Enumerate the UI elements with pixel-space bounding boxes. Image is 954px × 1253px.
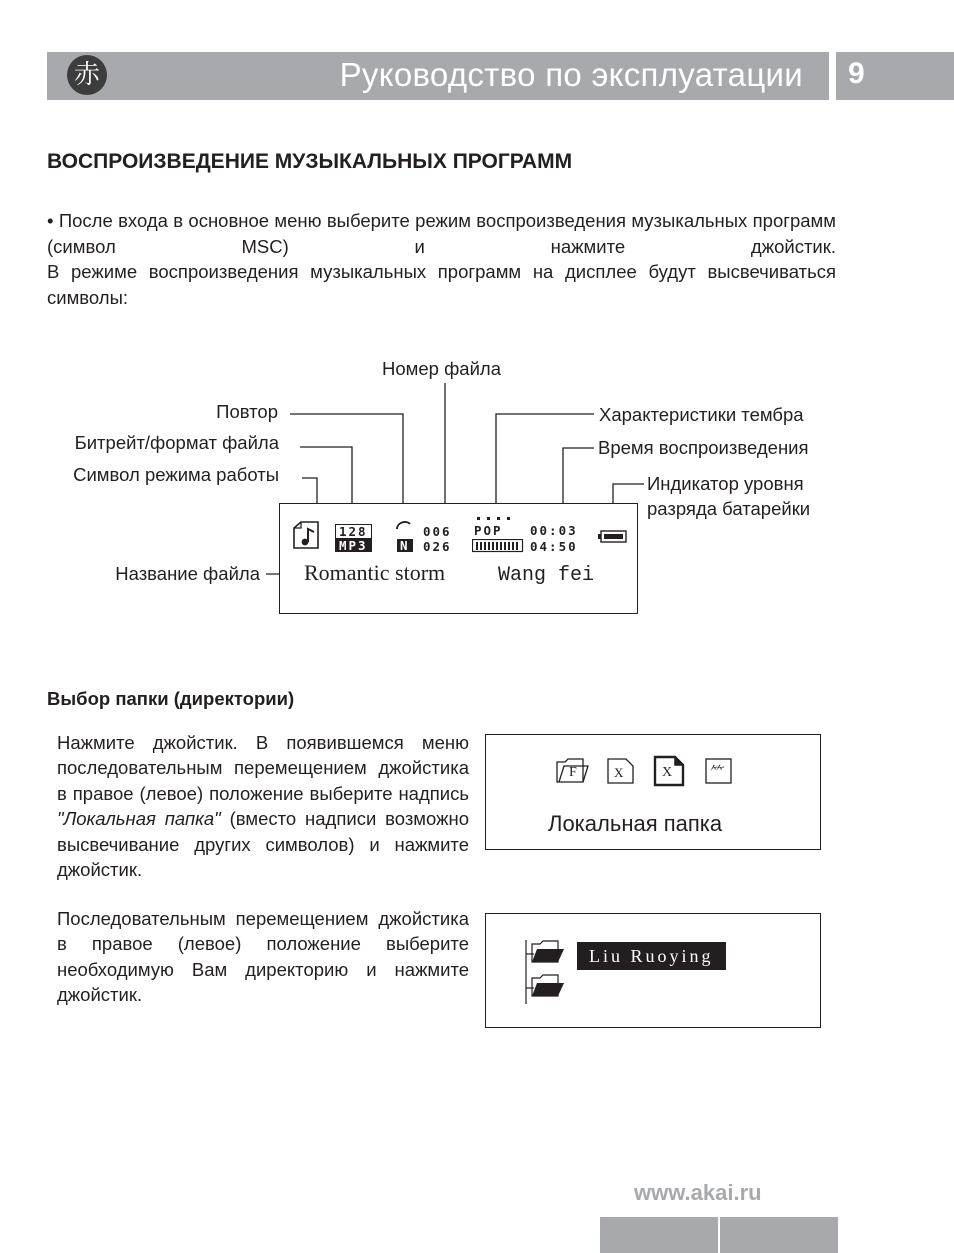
repeat-mode-value: N [397,539,413,552]
label-battery-2: разряда батарейки [647,498,811,519]
label-mode-symbol: Символ режима работы [73,464,279,485]
subsection-title: Выбор папки (директории) [47,688,295,709]
section-title: ВОСПРОИЗВЕДЕНИЕ МУЗЫКАЛЬНЫХ ПРОГРАММ [47,150,573,173]
eq-preset-value: POP [474,523,503,538]
label-repeat: Повтор [216,401,278,422]
menu-display [485,734,821,850]
label-bitrate-format: Битрейт/формат файла [74,432,279,453]
artist-name: Wang fei [498,564,595,587]
song-title: Romantic storm [304,560,446,585]
menu-caption: Локальная папка [548,811,723,836]
folder-icon-letter: F [569,765,577,780]
leader-timbre [496,414,594,514]
footer-bar-left [600,1217,718,1253]
manual-title: Руководство по эксплуатации [339,56,803,93]
file-total-value: 026 [423,539,452,554]
footer-bar-right [720,1217,838,1253]
brand-logo-icon: 赤 [67,55,107,95]
folder-list-display [485,913,821,1028]
step1-part-1: Нажмите джойстик. В появившемся меню последовательным перемещением джойстика в правое (левое) положение выберите надпись [57,732,469,804]
exit-icon-glyph: ⺮ [710,764,726,781]
intro-paragraph-2: В режиме воспроизведения музыкальных программ на дисплее будут высвечиваться символы: [47,261,836,308]
bitrate-value: 128 [335,524,372,539]
music-mode-icon [292,520,324,550]
label-timbre: Характеристики тембра [599,404,804,425]
delete-file-icon-letter: X [662,765,673,780]
equalizer-bars-icon [472,539,524,553]
step2-text [57,906,469,1008]
folder-tree-icon [522,938,568,1006]
total-time-value: 04:50 [530,539,578,554]
step1-part-2: "Локальная папка" [57,808,221,830]
intro-paragraph-1: • После входа в основное меню выберите режим воспроизведения музыкальных программ (символ MSC) и нажмите джойстик. [47,210,836,257]
file-icon-letter: X [614,765,624,780]
repeat-icon [395,518,413,530]
page-number: 9 [848,57,865,90]
eq-dots [475,516,521,522]
battery-icon [598,530,628,544]
lcd-display [279,503,638,614]
label-play-time: Время воспроизведения [598,437,809,458]
footer-url: www.akai.ru [634,1180,762,1205]
label-battery-1: Индикатор уровня [647,473,804,494]
step1-text [57,730,469,882]
step2-paragraph: Последовательным перемещением джойстика в правое (левое) положение выберите необходимую Вам директорию и нажмите джойстик. [57,908,469,1006]
label-file-number: Номер файла [382,358,502,379]
selected-folder: Liu Ruoying [577,942,726,970]
elapsed-time-value: 00:03 [530,523,578,538]
file-index-value: 006 [423,524,452,539]
format-value: MP3 [335,539,372,552]
step1-part-3: (вместо надписи возможно высвечивание других символов) и нажмите джойстик. [57,808,469,881]
label-file-name: Название файла [115,563,260,584]
